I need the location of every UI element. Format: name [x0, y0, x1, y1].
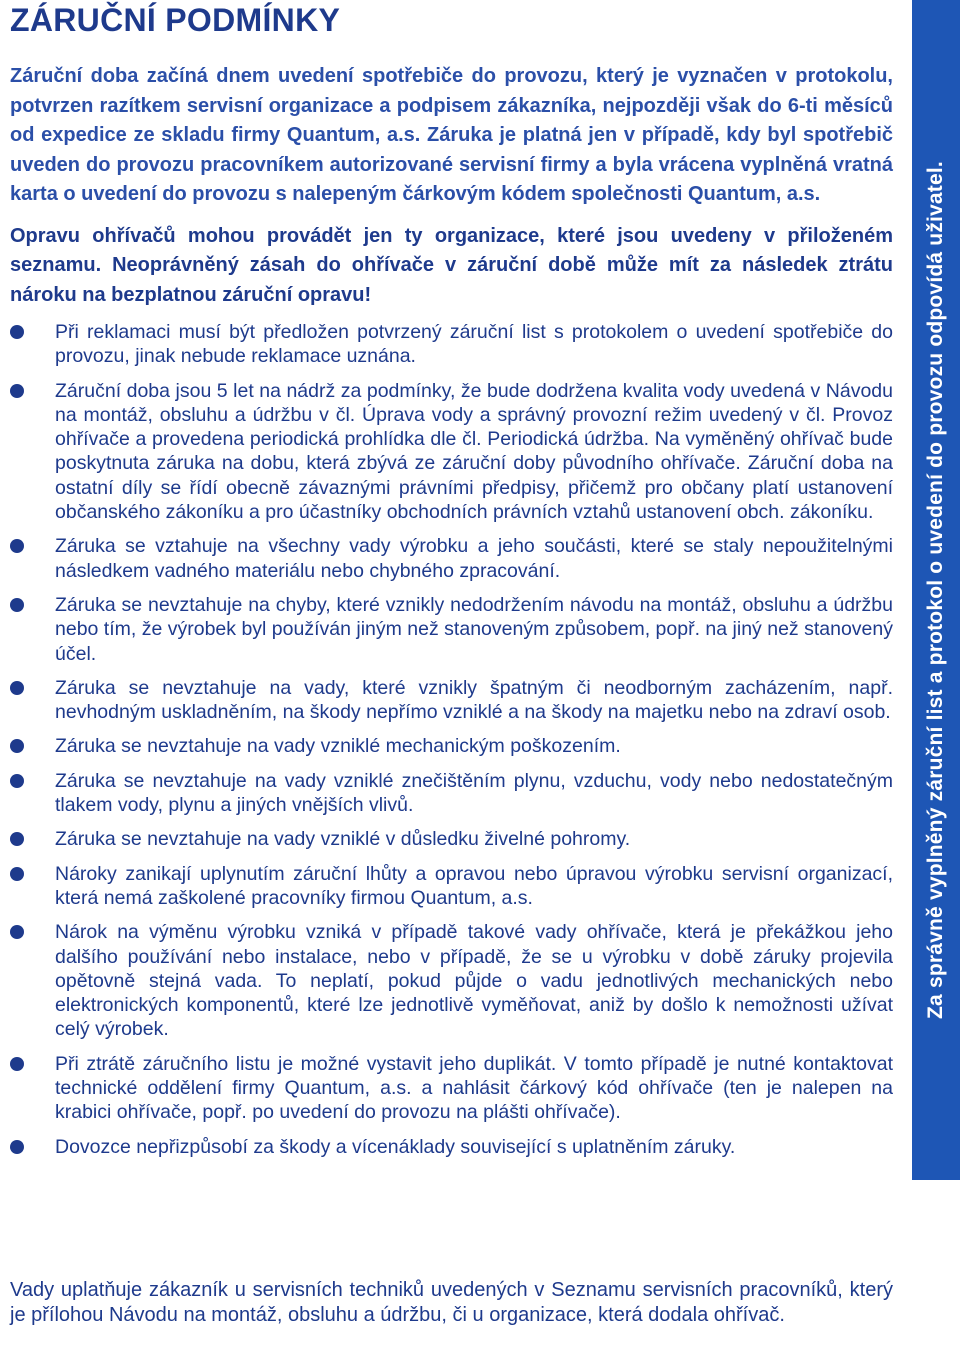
list-item-text: Záruka se nevztahuje na vady vzniklé v důsledku živelné pohromy.: [55, 828, 631, 851]
side-banner: [912, 0, 960, 1180]
list-item: [10, 920, 893, 1041]
list-item-text: Záruka se nevztahuje na vady vzniklé mechanickým poškozením.: [55, 735, 621, 758]
bullet-icon: [10, 1057, 24, 1071]
list-item-text: Záruka se nevztahuje na vady vzniklé znečištěním plynu, vzduchu, vody nebo nedostatečným tlakem vody, plynu a jiných vnějších vlivů.: [55, 769, 893, 817]
list-item-text: Záruka se vztahuje na všechny vady výrobku a jeho součásti, které se staly nepoužitelnými následkem vadného materiálu nebo chybného zpracování.: [55, 535, 893, 582]
bullet-icon: [10, 1140, 24, 1154]
bullet-icon: [10, 739, 24, 753]
bullet-icon: [10, 681, 24, 695]
bullet-icon: [10, 867, 24, 881]
list-item-text: Dovozce nepřizpůsobí za škody a vícenáklady související s uplatněním záruky.: [55, 1135, 736, 1158]
list-item-text: Nároky zanikají uplynutím záruční lhůty a opravou nebo úpravou výrobku servisní organizací, která nemá zaškolené pracovníky firmou Quantum, a.s.: [55, 862, 893, 909]
repair-notice: Opravu ohřívačů mohou provádět jen ty organizace, které jsou uvedeny v přiloženém seznamu. Neoprávněný zásah do ohřívače v záruční době může mít za následek ztrátu nároku na bezplatnou záruční opravu!: [10, 224, 893, 306]
list-item: [10, 734, 893, 758]
bullet-icon: [10, 325, 24, 339]
list-item: [10, 379, 893, 525]
bullet-icon: [10, 925, 24, 939]
page-title: ZÁRUČNÍ PODMÍNKY: [10, 2, 341, 38]
list-item: [10, 593, 893, 666]
bullet-icon: [10, 539, 24, 553]
list-item: [10, 320, 893, 369]
footer-paragraph: Vady uplatňuje zákazník u servisních techniků uvedených v Seznamu servisních pracovníků, který je přílohou Návodu na montáž, obsluhu a údržbu, či u organizace, která dodala ohřívač.: [10, 1279, 893, 1326]
side-banner-text: Za správně vyplněný záruční list a protokol o uvedení do provozu odpovídá uživatel.: [924, 161, 947, 1019]
warranty-rules-list: [10, 320, 893, 1159]
bullet-icon: [10, 384, 24, 398]
list-item-text: Záruka se nevztahuje na vady, které vznikly špatným či neodborným zacházením, např. nevhodným uskladněním, na škody nepřímo vzniklé a na škody na majetku nebo na zdraví osob.: [55, 676, 893, 724]
list-item-text: Záruka se nevztahuje na chyby, které vznikly nedodržením návodu na montáž, obsluhu a údržbu nebo tím, že výrobek byl používán jiným než stanoveným způsobem, popř. na jiný než stanovený účel.: [55, 593, 893, 665]
intro-paragraph: Záruční doba začíná dnem uvedení spotřebiče do provozu, který je vyznačen v protokolu, potvrzen razítkem servisní organizace a podpisem zákazníka, nejpozději však do 6-ti měsíců od expedice ze skladu firmy Quantum, a.s. Záruka je platná jen v případě, kdy byl spotřebič uveden do provozu pracovníkem autorizované servisní firmy a byla vrácena vyplněná vratná karta o uvedení do provozu s nalepeným čárkovým kódem společnosti Quantum, a.s.: [10, 65, 893, 205]
bullet-icon: [10, 598, 24, 612]
list-item: [10, 1052, 893, 1125]
list-item: [10, 862, 893, 911]
warranty-body: [10, 62, 893, 1169]
bullet-icon: [10, 832, 24, 846]
list-item: [10, 676, 893, 725]
list-item: [10, 534, 893, 583]
list-item-text: Záruční doba jsou 5 let na nádrž za podmínky, že bude dodržena kvalita vody uvedená v Návodu na montáž, obsluhu a údržbu v čl. Úprava vody a správný provozní režim uvedený v čl. Provoz ohřívače a provedena periodická prohlídka dle čl. Periodická údržba. Na vyměněný ohřívač bude poskytnuta záruka na dobu, která zbývá ze záruční doby původního ohřívače. Záruční doba na ostatní díly se řídí obecně závaznými právními předpisy, přičemž pro občany platí ustanovení občanského zákoníku a pro účastníky obchodních právních vztahů ustanovení obch. zákoníku.: [55, 379, 893, 524]
list-item: [10, 1135, 893, 1159]
list-item: [10, 827, 893, 851]
bullet-icon: [10, 774, 24, 788]
list-item-text: Při reklamaci musí být předložen potvrzený záruční list s protokolem o uvedení spotřebiče do provozu, jinak nebude reklamace uznána.: [55, 321, 893, 368]
list-item-text: Při ztrátě záručního listu je možné vystavit jeho duplikát. V tomto případě je nutné kontaktovat technické oddělení firmy Quantum, a.s. a nahlásit čárkový kód ohřívače (ten je nalepen na krabici ohřívače, popř. po uvedení do provozu na plášti ohřívače).: [55, 1052, 893, 1124]
list-item-text: Nárok na výměnu výrobku vzniká v případě takové vady ohřívače, která je překážkou jeho dalšího používání nebo instalace, nebo v případě, že se u výrobku v době záruky projevila opětovně stejná vada. To neplatí, pokud půjde o vadu jednotlivých mechanických nebo elektronických komponentů, které lze jednotlivě vyměňovat, aniž by došlo k nemožnosti užívat celý výrobek.: [55, 921, 893, 1041]
list-item: [10, 769, 893, 818]
